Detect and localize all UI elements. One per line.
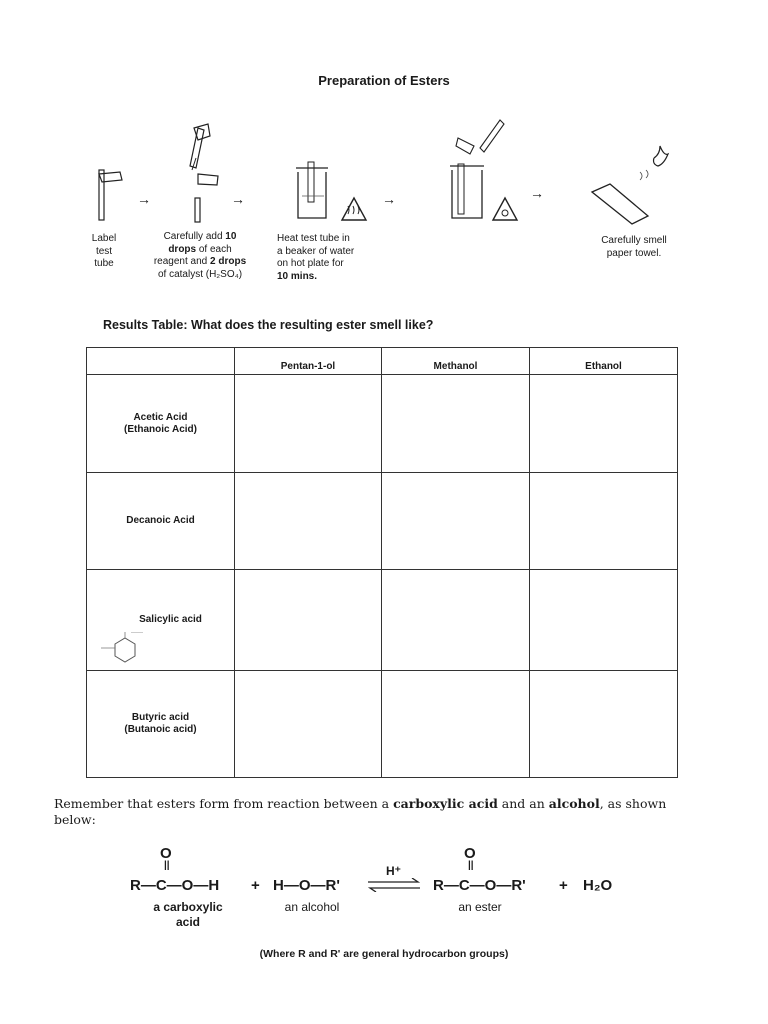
water-formula: H₂O <box>583 877 613 894</box>
arrow-icon: → <box>530 185 544 201</box>
column-header: Pentan-1-ol <box>235 348 382 375</box>
answer-cell[interactable] <box>382 375 530 473</box>
answer-cell[interactable] <box>235 473 382 570</box>
answer-cell[interactable] <box>530 473 678 570</box>
answer-cell[interactable] <box>382 671 530 778</box>
column-header: Ethanol <box>530 348 678 375</box>
acid-formula: R—C—O—H <box>130 877 220 894</box>
table-corner-cell <box>87 348 235 375</box>
alcohol-label: an alcohol <box>284 900 340 914</box>
answer-cell[interactable] <box>530 375 678 473</box>
row-label: Butyric acid (Butanoic acid) <box>87 671 235 778</box>
answer-cell[interactable] <box>235 375 382 473</box>
dropper-icon <box>190 124 218 222</box>
answer-cell[interactable] <box>530 570 678 671</box>
irritant-hazard-icon <box>493 198 517 220</box>
paper-towel-smell-icon <box>592 146 668 224</box>
ester-label: an ester <box>458 900 502 914</box>
alcohol-formula: H—O—R' <box>273 877 340 894</box>
ester-carbonyl-o: O <box>464 845 476 862</box>
remember-paragraph: Remember that esters form from reaction between a carboxylic acid and an alcohol, as shown below: <box>54 796 667 827</box>
beaker-dropper-icon <box>450 120 504 218</box>
double-bond-icon: || <box>468 860 474 871</box>
answer-cell[interactable] <box>382 473 530 570</box>
arrow-icon: → <box>231 191 245 207</box>
table-row <box>87 375 678 473</box>
table-header-row <box>87 348 678 375</box>
results-table <box>86 347 678 778</box>
acid-carbonyl-o: O <box>160 845 172 862</box>
results-table-title: Results Table: What does the resulting ester smell like? <box>103 318 434 332</box>
catalyst-label: H⁺ <box>386 864 401 878</box>
acid-label: a carboxylic acid <box>153 900 223 929</box>
test-tube-label-icon <box>99 170 122 220</box>
equilibrium-arrow-icon <box>366 878 422 892</box>
procedure-illustrations <box>80 118 700 228</box>
hot-surface-hazard-icon <box>342 198 366 220</box>
arrow-icon: → <box>382 191 396 207</box>
footnote: (Where R and R' are general hydrocarbon groups) <box>259 948 509 960</box>
answer-cell[interactable] <box>235 671 382 778</box>
table-row <box>87 570 678 671</box>
step-4-caption: Carefully smell paper towel. <box>601 235 667 259</box>
plus-sign: + <box>559 877 568 894</box>
double-bond-icon: || <box>164 860 170 871</box>
answer-cell[interactable] <box>235 570 382 671</box>
step-3-caption: Heat test tube in a beaker of water on hot plate for 10 mins. <box>277 233 355 282</box>
table-row <box>87 671 678 778</box>
salicylic-acid-structure-icon <box>91 632 151 668</box>
answer-cell[interactable] <box>382 570 530 671</box>
row-label: Salicylic acid <box>87 570 235 671</box>
row-label: Acetic Acid (Ethanoic Acid) <box>87 375 235 473</box>
arrow-icon: → <box>137 191 151 207</box>
step-2-caption: Carefully add 10 drops of each reagent and 2 drops of catalyst (H₂SO₄) <box>153 231 247 280</box>
beaker-heating-icon <box>296 162 328 218</box>
table-row <box>87 473 678 570</box>
ester-formula: R—C—O—R' <box>433 877 526 894</box>
row-label: Decanoic Acid <box>87 473 235 570</box>
answer-cell[interactable] <box>530 671 678 778</box>
column-header: Methanol <box>382 348 530 375</box>
step-1-caption: Label test tube <box>91 233 117 269</box>
plus-sign: + <box>251 877 260 894</box>
page-title: Preparation of Esters <box>318 73 450 88</box>
